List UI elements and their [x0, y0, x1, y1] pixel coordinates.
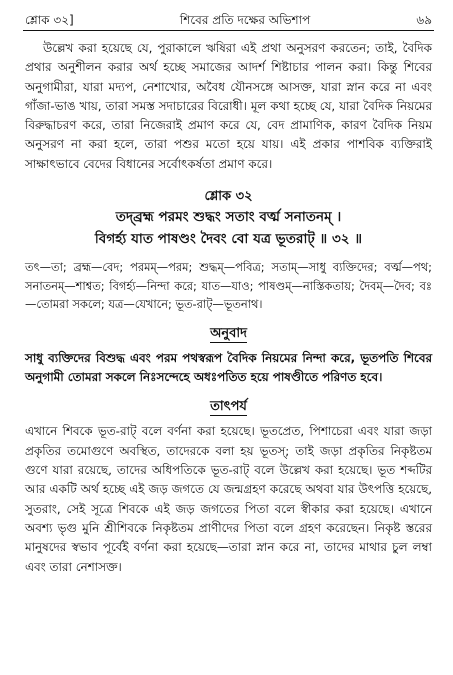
word-meanings: তৎ—তা; ব্রহ্ম—বেদ; পরমম্—পরম; শুদ্ধম্—পবিত্র; সতাম্—সাধু ব্যক্তিদের; বর্ত্ম—পথ; সনাতনম্—শাশ্বত; বিগর্হ্য—নিন্দা করে; যাত—যাও; পাষণ্ডম্—নাস্তিকতায়; দৈবম্—দৈব; বঃ—তোমরা সকলে; যত্র—যেখানে; ভূত-রাট্—ভূতনাথ। — [25, 260, 432, 312]
translation-text: সাধু ব্যক্তিদের বিশুদ্ধ এবং পরম পথস্বরূপ বৈদিক নিয়মের নিন্দা করে, ভূতপতি শিবের অনুগামী তোমরা সকলে নিঃসন্দেহে অধঃপতিত হয়ে পাষণ্ডীতে পরিণত হবে। — [25, 350, 432, 385]
header-rule — [23, 30, 434, 31]
verse-title: শ্লোক ৩২ — [204, 189, 253, 205]
running-header — [25, 12, 432, 30]
header-verse-ref: শ্লোক ৩২] — [25, 13, 74, 27]
verse-line-1: তদ্‌ব্রহ্ম পরমং শুদ্ধং সতাং বর্ত্ম সনাতনম্ । — [115, 209, 342, 226]
header-chapter-title: শিবের প্রতি দক্ষের অভিশাপ — [179, 13, 311, 27]
translation-heading — [25, 324, 432, 345]
purport-heading — [25, 397, 432, 418]
page-number: ৬৯ — [416, 13, 432, 27]
verse-line-2: বিগর্হ্য যাত পাষণ্ডং দৈবং বো যত্র ভূতরাট্ ॥ ৩২ ॥ — [94, 231, 363, 248]
purport-text: এখানে শিবকে ভূত-রাট্ বলে বর্ণনা করা হয়েছে। ভূতপ্রেত, পিশাচেরা এবং যারা জড়া প্রকৃতির তমোগুণে অবস্থিত, তাদেরকে বলা হয় ভূতস্; তাই জড়া প্রকৃতির নিকৃষ্টতম গুণে যারা রয়েছে, তাদের অধিপতিকে ভূত-রাট্ বলে উল্লেখ করা হয়েছে। ভূত শব্দটির আর একটি অর্থ হচ্ছে এই জড় জগতে যে জন্মগ্রহণ করেছে অথবা যার উৎপত্তি হয়েছে, সুতরাং, সেই সূত্রে শিবকে এই জড় জগতের পিতা বলে স্বীকার করা হয়েছে। এখানে অবশ্য ভৃগু মুনি শ্রীশিবকে নিকৃষ্টতম প্রাণীদের পিতা বলে গ্রহণ করেছেন। নিকৃষ্ট স্তরের মানুষদের স্বভাব পূর্বেই বর্ণনা করা হয়েছে—তারা স্নান করে না, তাদের মাথার চুল লম্বা এবং তারা নেশাসক্ত। — [25, 424, 432, 574]
translation-heading-text: অনুবাদ — [210, 325, 247, 341]
intro-paragraph: উল্লেখ করা হয়েছে যে, পুরাকালে ঋষিরা এই প্রথা অনুসরণ করতেন; তাই, বৈদিক প্রথার অনুশীলন করার অর্থ হচ্ছে সমাজের আদর্শ শিষ্টাচার পালন করা। কিন্তু শিবের অনুগামীরা, যারা মদ্যপ, নেশাখোর, অবৈধ যৌনসঙ্গে আসক্ত, যারা স্নান করে না এবং গাঁজা-ভাঙ খায়, তারা সমস্ত সদাচারের বিরোধী। মূল কথা হচ্ছে যে, যারা বৈদিক নিয়মের বিরুদ্ধাচরণ করে, তারা নিজেরাই প্রমাণ করে যে, বেদ প্রামাণিক, কারণ বৈদিক নিয়ম অনুসরণ না করা হলে, তারা পশুর মতো হয়ে যায়। এই প্রকার পাশবিক ব্যক্তিরাই সাক্ষাৎভাবে বেদের বিধানের সর্বোৎকর্ষতা প্রমাণ করে। — [25, 41, 432, 171]
purport-heading-text: তাৎপর্য — [210, 399, 247, 415]
